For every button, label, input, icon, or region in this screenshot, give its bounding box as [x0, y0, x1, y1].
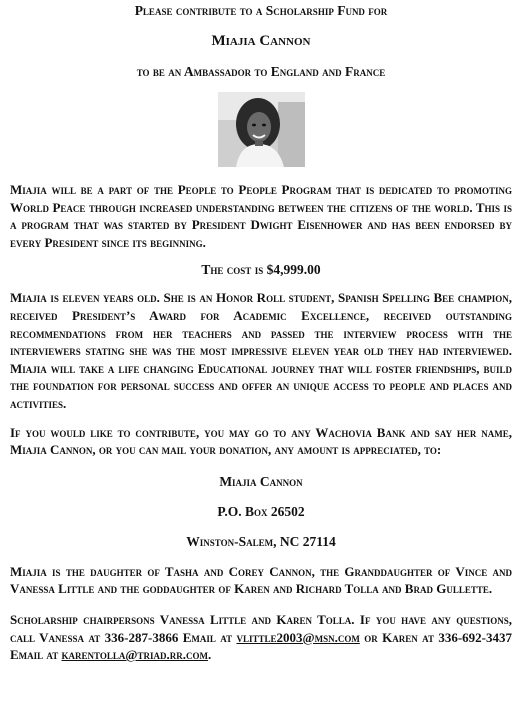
- address-name: Miajia Cannon: [219, 473, 303, 489]
- header-line-3: to be an Ambassador to England and France: [136, 64, 386, 79]
- chairpersons-text-b: or Karen at 336-692-3437 Email at: [10, 629, 512, 663]
- email-link-karen[interactable]: karentolla@triad.rr.com: [61, 647, 208, 663]
- portrait-image: [218, 92, 305, 167]
- address-city: Winston-Salem, NC 27114: [186, 533, 336, 549]
- chairpersons-text-a: Scholarship chairpersons Vanessa Little and Karen Tolla. If you have any questions, call Vanessa at 336-287-3866 Email at: [10, 611, 512, 645]
- chairpersons-text-c: .: [207, 647, 212, 663]
- chairpersons-paragraph: [10, 611, 512, 664]
- flyer-page: [0, 2, 522, 722]
- contribution-instructions: If you would like to contribute, you may go to any Wachovia Bank and say her name, Miajia Cannon, or you can mail your donation, any amount is appreciated, to:: [10, 424, 512, 458]
- program-description: Miajia will be a part of the People to People Program that is dedicated to promoting World Peace through increased understanding between the citizens of the world. This is a program that was started by President Dwight Eisenhower and has been endorsed by every President since its beginning.: [10, 182, 512, 250]
- family-paragraph: Miajia is the daughter of Tasha and Corey Cannon, the Granddaughter of Vince and Vanessa Little and the goddaughter of Karen and Richard Tolla and Brad Gullette.: [10, 563, 512, 597]
- student-photo: [218, 92, 305, 167]
- photo-container: [10, 92, 512, 167]
- address-po-box: P.O. Box 26502: [217, 503, 305, 519]
- email-link-vanessa[interactable]: vlittle2003@msn.com: [236, 629, 360, 645]
- header-line-1: Please contribute to a Scholarship Fund for: [134, 3, 388, 18]
- student-achievements: Miajia is eleven years old. She is an Honor Roll student, Spanish Spelling Bee champion, received President’s Award for Academic Excellence, received outstanding recommendations from her teachers and passed the interview process with the interviewers stating she was the most impressive eleven year old they had interviewed. Miajia will take a life changing Educational journey that will foster friendships, build the foundation for personal success and offer an unique access to people and places and activities.: [10, 290, 512, 411]
- cost-line: The cost is $4,999.00: [201, 262, 321, 278]
- student-name-title: Miajia Cannon: [211, 33, 311, 49]
